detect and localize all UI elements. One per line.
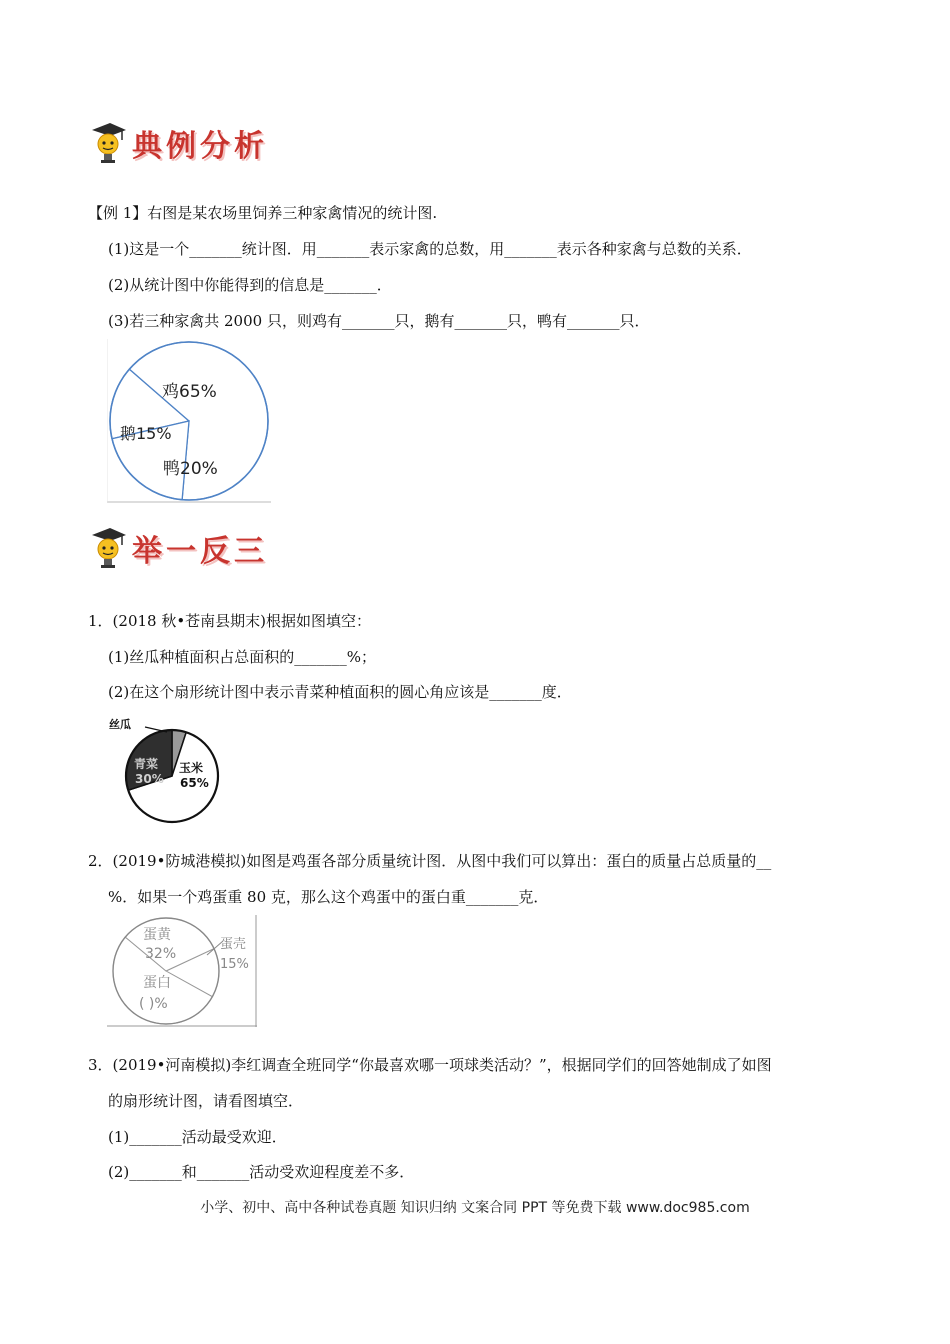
- page-footer: 小学、初中、高中各种试卷真题 知识归纳 文案合同 PPT 等免费下载 www.doc985.com: [200, 1200, 750, 1216]
- graduate-mascot-icon: [88, 120, 128, 166]
- pie-label-yolk: 蛋黄: [143, 927, 171, 943]
- pie-value-yumi: 65%: [180, 776, 209, 790]
- poultry-pie-chart: [107, 339, 271, 503]
- problem1-intro: 1．(2018 秋•苍南县期末)根据如图填空：: [88, 612, 372, 630]
- pie-label-goose: 鹅15%: [120, 424, 172, 443]
- section-title-text: 举一反三: [132, 534, 268, 569]
- example1-q2: (2)从统计图中你能得到的信息是_______．: [108, 276, 392, 294]
- leader-line-sigua: [145, 727, 167, 732]
- example1-q3: (3)若三种家禽共 2000 只，则鸡有_______只，鹅有_______只，鸭有_______只．: [108, 312, 650, 330]
- section-title-practice: [88, 523, 268, 573]
- problem2-line1: 2．(2019•防城港模拟)如图是鸡蛋各部分质量统计图．从图中我们可以算出：蛋白的质量占总质量的__: [88, 852, 772, 870]
- problem1-q2: (2)在这个扇形统计图中表示青菜种植面积的圆心角应该是_______度．: [108, 683, 572, 701]
- example1-intro: 【例 1】右图是某农场里饲养三种家禽情况的统计图.: [88, 204, 438, 222]
- problem1-q1: (1)丝瓜种植面积占总面积的_______%；: [108, 648, 377, 666]
- pie-label-duck: 鸭20%: [163, 459, 218, 479]
- pie-value-white: ( )%: [139, 996, 168, 1012]
- pie-label-yumi: 玉米: [179, 761, 204, 775]
- pie-label-qingcai: 青菜: [134, 757, 159, 771]
- problem3-q2: (2)_______和_______活动受欢迎程度差不多．: [108, 1163, 415, 1181]
- pie-value-shell: 15%: [220, 957, 249, 972]
- example1-q1: (1)这是一个_______统计图．用_______表示家禽的总数，用_______表示各种家禽与总数的关系．: [108, 240, 752, 258]
- problem2-line2: %．如果一个鸡蛋重 80 克，那么这个鸡蛋中的蛋白重_______克．: [108, 888, 549, 906]
- problem3-line2: 的扇形统计图，请看图填空．: [108, 1092, 304, 1110]
- pie-label-shell: 蛋壳: [220, 937, 247, 952]
- section-title-text: 典例分析: [132, 129, 268, 164]
- egg-pie-chart: [107, 915, 257, 1027]
- pie-label-white: 蛋白: [143, 975, 171, 991]
- pie-label-chicken: 鸡65%: [162, 382, 217, 402]
- pie-label-sigua: 丝瓜: [109, 718, 131, 731]
- section-title-example: [88, 118, 268, 168]
- pie-value-yolk: 32%: [145, 946, 177, 962]
- graduate-mascot-icon: [88, 525, 128, 571]
- problem3-q1: (1)_______活动最受欢迎．: [108, 1128, 287, 1146]
- problem3-line1: 3．(2019•河南模拟)李红调查全班同学“你最喜欢哪一项球类活动？”，根据同学们的回答她制成了如图: [88, 1056, 772, 1074]
- crops-pie-chart: [107, 710, 222, 824]
- pie-value-qingcai: 30%: [135, 772, 164, 786]
